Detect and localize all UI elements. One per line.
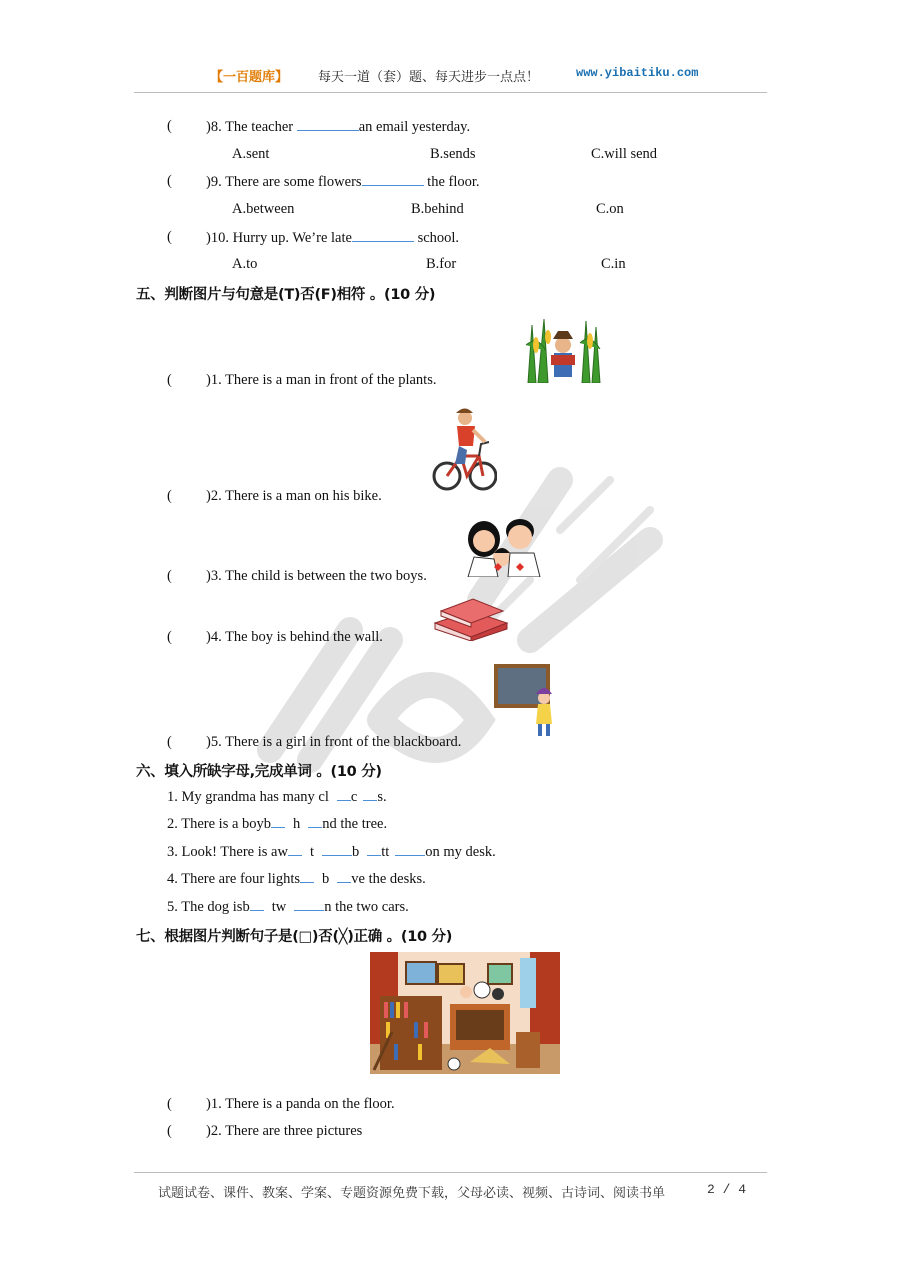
girl-blackboard-picture — [492, 662, 562, 742]
sec5-item-2-paren: ( — [167, 488, 172, 504]
q9-paren: ( — [167, 173, 172, 189]
sec5-item-2: )2. There is a man on his bike. — [206, 488, 382, 504]
sec7-item-1-paren: ( — [167, 1096, 172, 1112]
blank[interactable] — [322, 843, 352, 856]
section-5-title: 五、判断图片与句意是(T)否(F)相符 。(10 分) — [136, 287, 436, 303]
blank[interactable] — [288, 843, 302, 856]
q10-option-a: A.to — [232, 256, 258, 272]
sec7-item-1: )1. There is a panda on the floor. — [206, 1096, 395, 1112]
q9-stem: )9. There are some flowers the floor. — [206, 174, 480, 190]
family-picture — [464, 513, 546, 577]
footer-rule — [134, 1172, 767, 1173]
q10-paren: ( — [167, 229, 172, 245]
q10-option-c: C.in — [601, 256, 626, 272]
header-brand: 【一百题库】 — [210, 69, 289, 84]
blank[interactable] — [337, 788, 351, 801]
header-rule — [134, 92, 767, 93]
sec5-item-1: )1. There is a man in front of the plants. — [206, 372, 437, 388]
cyclist-picture — [431, 406, 497, 496]
header-slogan: 每天一道（套）题、每天进步一点点！ — [318, 69, 540, 84]
sec5-item-3-paren: ( — [167, 568, 172, 584]
q9-option-c: C.on — [596, 201, 624, 217]
blank[interactable] — [395, 843, 425, 856]
q8-stem: )8. The teacher an email yesterday. — [206, 119, 471, 135]
blank[interactable] — [294, 898, 324, 911]
sec6-line-2: 2. There is a boyb h nd the tree. — [167, 816, 388, 832]
footer-text: 试题试卷、课件、教案、学案、专题资源免费下载，父母必读、视频、古诗词、阅读书单 — [158, 1185, 666, 1200]
q9-option-a: A.between — [232, 201, 295, 217]
sec6-line-5: 5. The dog isb tw n the two cars. — [167, 899, 409, 915]
sec5-item-3: )3. The child is between the two boys. — [206, 568, 427, 584]
blank[interactable] — [300, 870, 314, 883]
sec5-item-4: )4. The boy is behind the wall. — [206, 629, 383, 645]
section-6-title: 六、填入所缺字母,完成单词 。(10 分) — [136, 764, 382, 780]
q9-blank[interactable] — [362, 173, 424, 186]
sec5-item-1-paren: ( — [167, 372, 172, 388]
blank[interactable] — [367, 843, 381, 856]
blank[interactable] — [308, 815, 322, 828]
page-number: 2 / 4 — [707, 1182, 747, 1197]
q10-stem: )10. Hurry up. We’re late school. — [206, 230, 460, 246]
q8-blank[interactable] — [297, 118, 359, 131]
farmer-corn-picture — [524, 315, 602, 383]
blank[interactable] — [271, 815, 285, 828]
q8-option-c: C.will send — [591, 146, 658, 162]
sec6-line-1: 1. My grandma has many cl c s. — [167, 789, 387, 805]
messy-room-picture — [370, 952, 560, 1074]
sec7-item-2: )2. There are three pictures — [206, 1123, 363, 1139]
q8-option-b: B.sends — [430, 146, 476, 162]
q8-paren: ( — [167, 118, 172, 134]
sec6-line-4: 4. There are four lights b ve the desks. — [167, 871, 426, 887]
q9-option-b: B.behind — [411, 201, 464, 217]
blank[interactable] — [337, 870, 351, 883]
sec5-item-5-paren: ( — [167, 734, 172, 750]
sec6-line-3: 3. Look! There is aw t b tt on my desk. — [167, 844, 496, 860]
q10-blank[interactable] — [352, 229, 414, 242]
blank[interactable] — [363, 788, 377, 801]
header-url[interactable]: www.yibaitiku.com — [576, 66, 699, 80]
sec5-item-5: )5. There is a girl in front of the blackboard. — [206, 734, 462, 750]
q10-option-b: B.for — [426, 256, 457, 272]
books-picture — [431, 593, 511, 641]
blank[interactable] — [250, 898, 264, 911]
q8-option-a: A.sent — [232, 146, 270, 162]
sec5-item-4-paren: ( — [167, 629, 172, 645]
section-7-title: 七、根据图片判断句子是(□)否(╳)正确 。(10 分) — [136, 929, 453, 945]
sec7-item-2-paren: ( — [167, 1123, 172, 1139]
